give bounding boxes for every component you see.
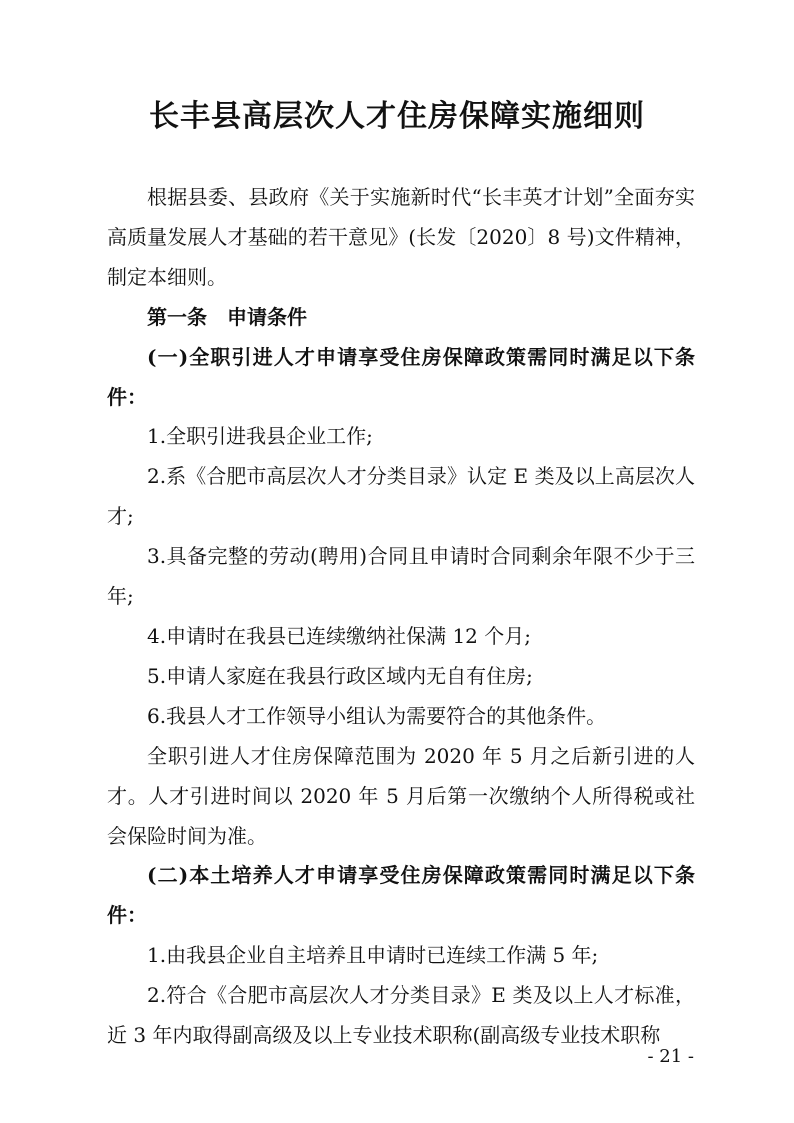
- section1-item: 4.申请时在我县已连续缴纳社保满 12 个月;: [147, 623, 531, 648]
- section2-item: 1.由我县企业自主培养且申请时已连续工作满 5 年;: [147, 943, 599, 968]
- section2-heading: (二)本土培养人才申请享受住房保障政策需同时满足以下条件：: [107, 863, 695, 928]
- page-number: - 21 -: [647, 1046, 694, 1067]
- section1-item: 6.我县人才工作领导小组认为需要符合的其他条件。: [147, 703, 607, 728]
- section1-item: 3.具备完整的劳动(聘用)合同且申请时合同剩余年限不少于三年;: [107, 544, 695, 609]
- article-heading: [107, 298, 695, 338]
- article-number: 第一条: [147, 304, 207, 329]
- section1-item: 5.申请人家庭在我县行政区域内无自有住房;: [147, 663, 533, 688]
- section1-item: 2.系《合肥市高层次人才分类目录》认定 E 类及以上高层次人才;: [107, 464, 695, 529]
- intro-paragraph: 根据县委、县政府《关于实施新时代“长丰英才计划”全面夯实高质量发展人才基础的若干意见》(长发〔2020〕8 号)文件精神，制定本细则。: [107, 185, 695, 289]
- section1-heading: (一)全职引进人才申请享受住房保障政策需同时满足以下条件：: [107, 344, 695, 409]
- document-title: 长丰县高层次人才住房保障实施细则: [149, 99, 645, 134]
- section1-item: 1.全职引进我县企业工作;: [147, 424, 373, 449]
- document-body: [107, 178, 695, 1056]
- section2-item: 2.符合《合肥市高层次人才分类目录》E 类及以上人才标准，近 3 年内取得副高级及以上专业技术职称(副高级专业技术职称: [107, 983, 695, 1048]
- section1-note: 全职引进人才住房保障范围为 2020 年 5 月之后新引进的人才。人才引进时间以 2020 年 5 月后第一次缴纳个人所得税或社会保险时间为准。: [107, 743, 695, 848]
- article-name: 申请条件: [227, 304, 307, 329]
